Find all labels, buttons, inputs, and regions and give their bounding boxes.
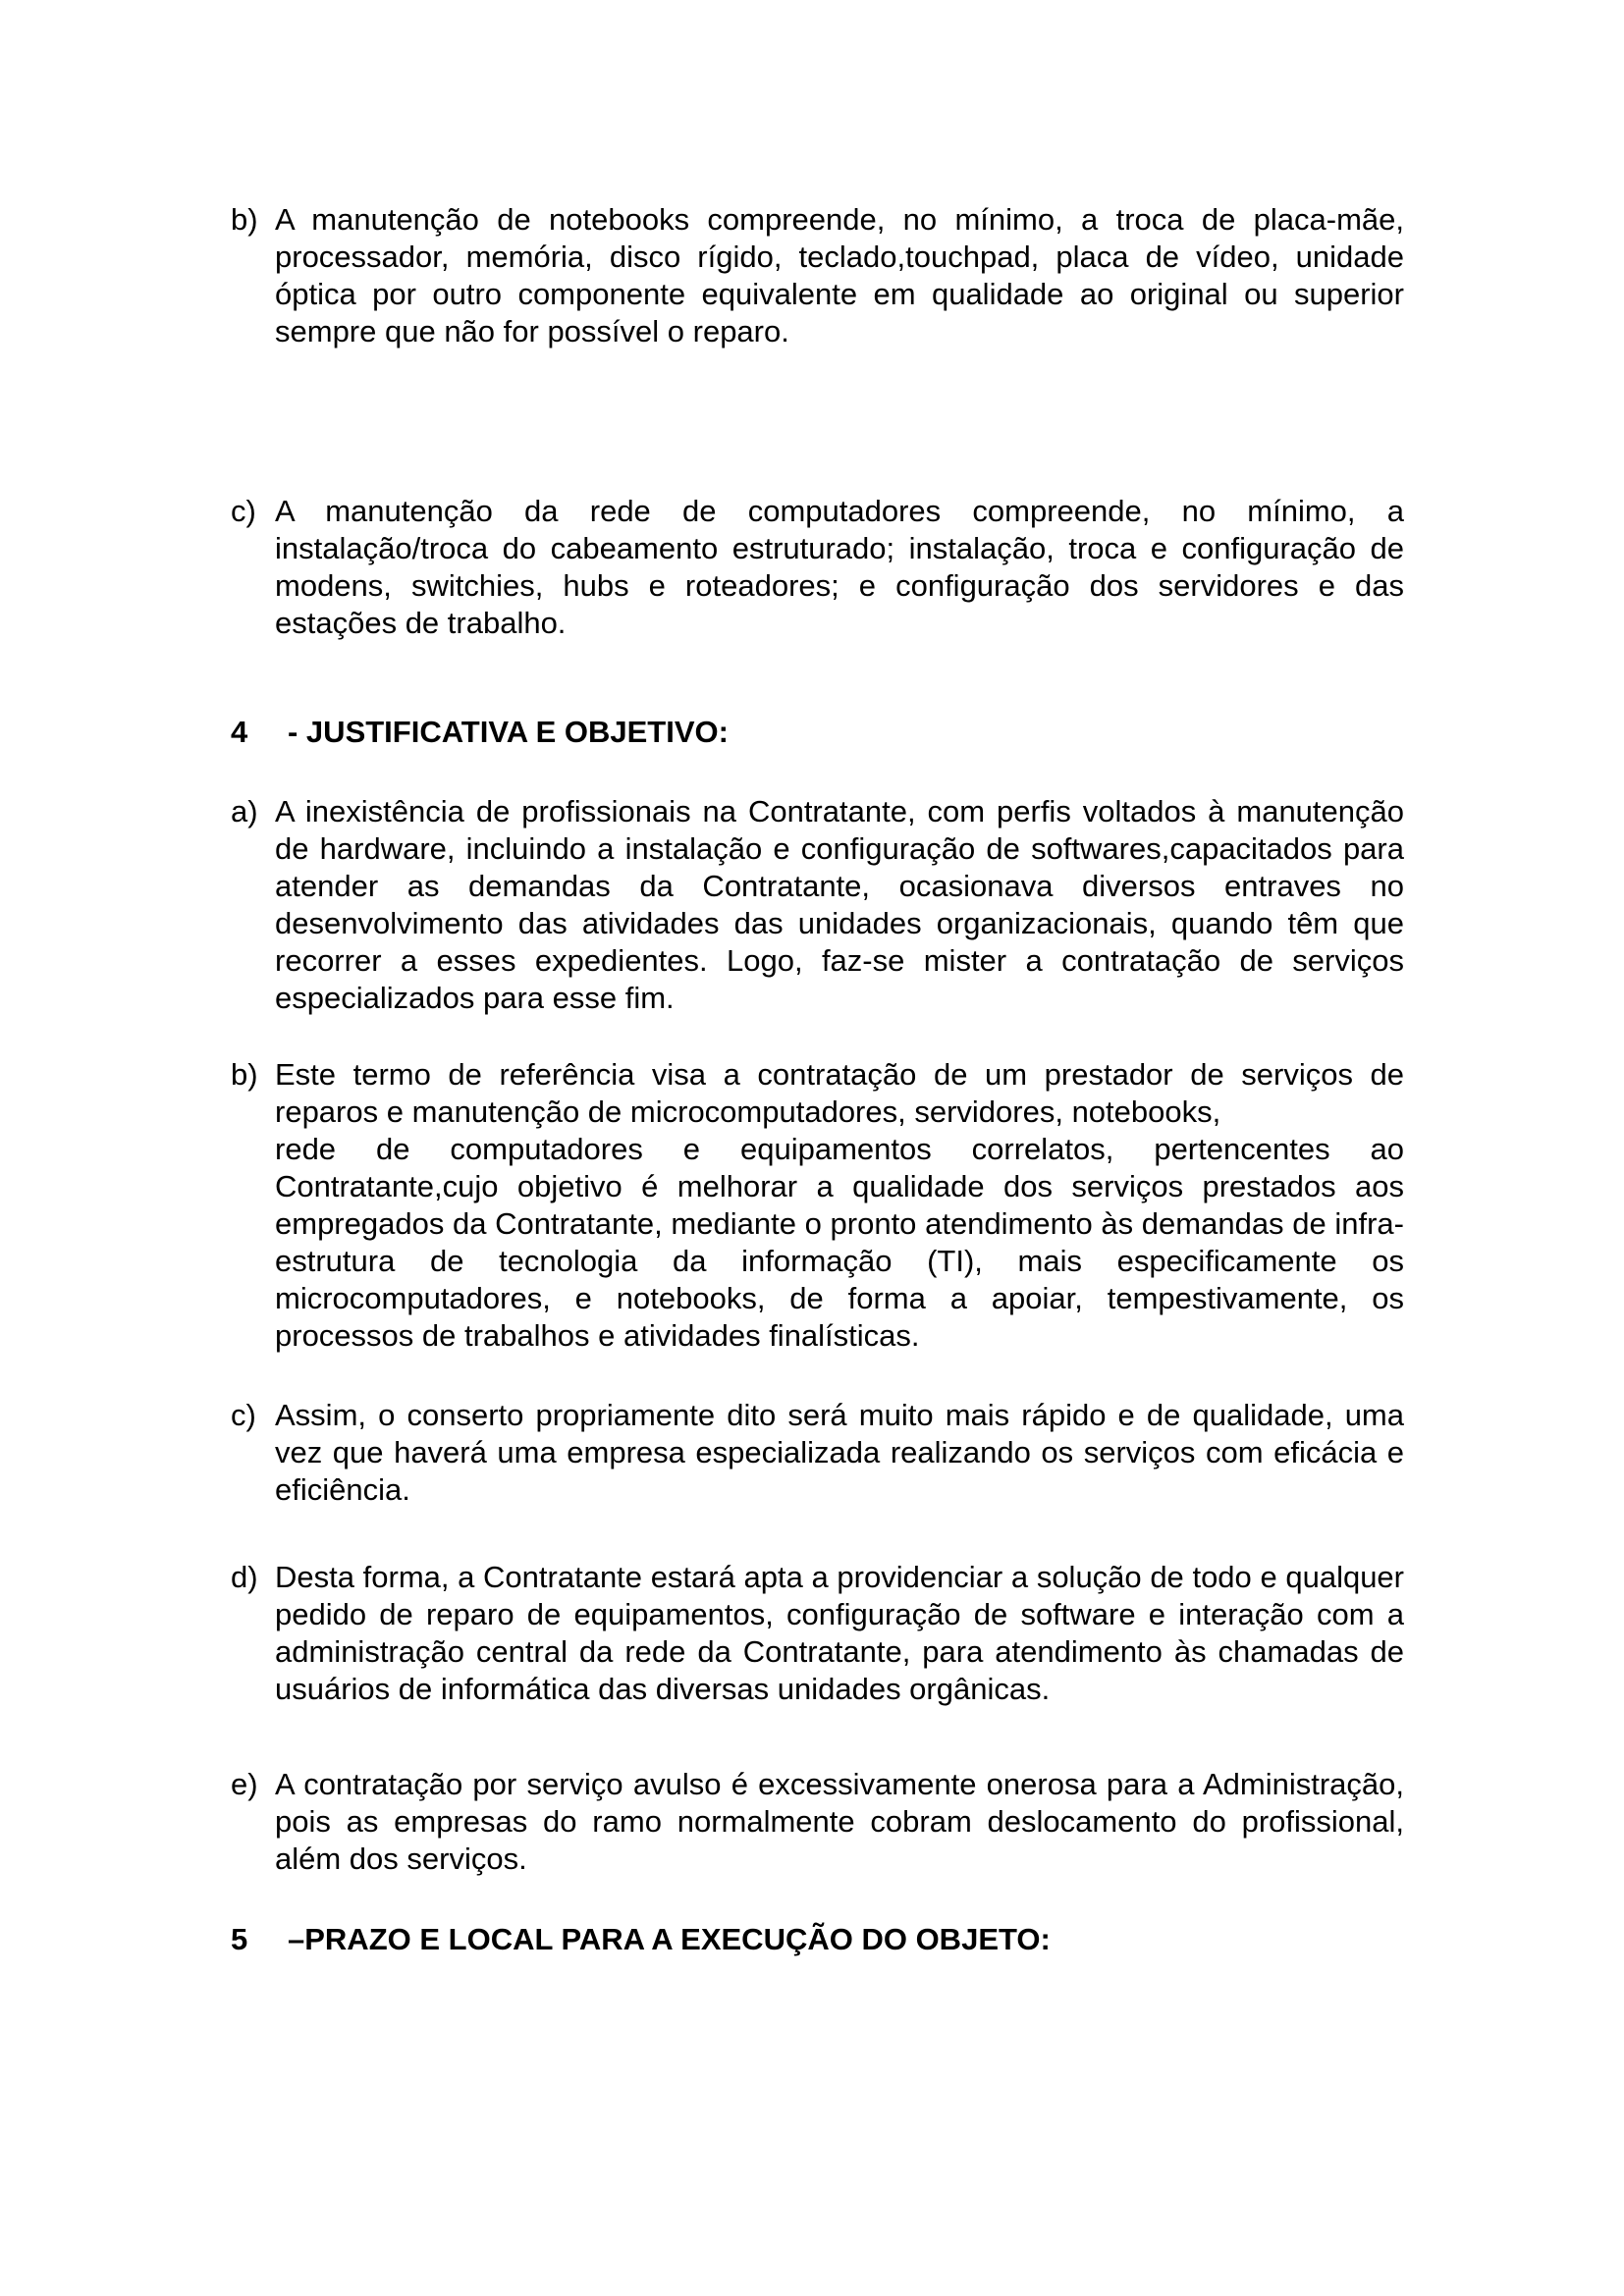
list-marker: e) xyxy=(231,1767,258,1801)
paragraph-text: A contratação por serviço avulso é excessivamente onerosa para a Administração, pois as empresas do ramo normalmente cobram deslocamento do profissional, além dos serviços. xyxy=(275,1767,1404,1876)
heading-number: 5 xyxy=(231,1922,248,1956)
list-marker: c) xyxy=(231,494,256,528)
list-item-b xyxy=(231,1056,1404,1355)
list-marker: c) xyxy=(231,1398,256,1432)
paragraph-text: Assim, o conserto propriamente dito será muito mais rápido e de qualidade, uma vez que haverá uma empresa especializada realizando os serviços com eficácia e eficiência. xyxy=(275,1398,1404,1507)
paragraph-text xyxy=(275,1056,1404,1355)
section-heading-4 xyxy=(231,714,1404,751)
list-item-e xyxy=(231,1766,1404,1878)
heading-title: –PRAZO E LOCAL PARA A EXECUÇÃO DO OBJETO: xyxy=(288,1922,1051,1956)
list-item-c xyxy=(231,1397,1404,1509)
paragraph-text: A manutenção de notebooks compreende, no mínimo, a troca de placa-mãe, processador, memória, disco rígido, teclado,touchpad, placa de vídeo, unidade óptica por outro componente equivalente em qualidade ao original ou superior sempre que não for possível o reparo. xyxy=(275,202,1404,348)
list-item-d xyxy=(231,1559,1404,1708)
list-marker: a) xyxy=(231,794,258,828)
list-item-a xyxy=(231,793,1404,1017)
list-marker: b) xyxy=(231,1057,258,1092)
list-marker: d) xyxy=(231,1560,258,1594)
paragraph-segment: Este termo de referência visa a contratação de um prestador de serviços de reparos e manutenção de microcomputadores, servidores, notebooks, xyxy=(275,1057,1404,1129)
heading-title: - JUSTIFICATIVA E OBJETIVO: xyxy=(288,715,729,749)
list-item-intro-b xyxy=(231,201,1404,350)
paragraph-text: Desta forma, a Contratante estará apta a providenciar a solução de todo e qualquer pedido de reparo de equipamentos, configuração de software e interação com a administração central da rede da Contratante, para atendimento às chamadas de usuários de informática das diversas unidades orgânicas. xyxy=(275,1560,1404,1706)
document-content xyxy=(231,201,1404,1958)
paragraph-text: A manutenção da rede de computadores compreende, no mínimo, a instalação/troca do cabeamento estruturado; instalação, troca e configuração de modens, switchies, hubs e roteadores; e configuração dos servidores e das estações de trabalho. xyxy=(275,494,1404,640)
paragraph-segment: rede de computadores e equipamentos correlatos, pertencentes ao Contratante,cujo objetivo é melhorar a qualidade dos serviços prestados aos empregados da Contratante, mediante o pronto atendimento às demandas de infra-estrutura de tecnologia da informação (TI), mais especificamente os microcomputadores, e notebooks, de forma a apoiar, tempestivamente, os processos de trabalhos e atividades finalísticas. xyxy=(275,1132,1404,1353)
list-marker: b) xyxy=(231,202,258,237)
list-item-intro-c xyxy=(231,493,1404,642)
section-heading-5 xyxy=(231,1921,1404,1958)
paragraph-text: A inexistência de profissionais na Contratante, com perfis voltados à manutenção de hardware, incluindo a instalação e configuração de softwares,capacitados para atender as demandas da Contratante, ocasionava diversos entraves no desenvolvimento das atividades das unidades organizacionais, quando têm que recorrer a esses expedientes. Logo, faz-se mister a contratação de serviços especializados para esse fim. xyxy=(275,794,1404,1015)
heading-number: 4 xyxy=(231,715,248,749)
